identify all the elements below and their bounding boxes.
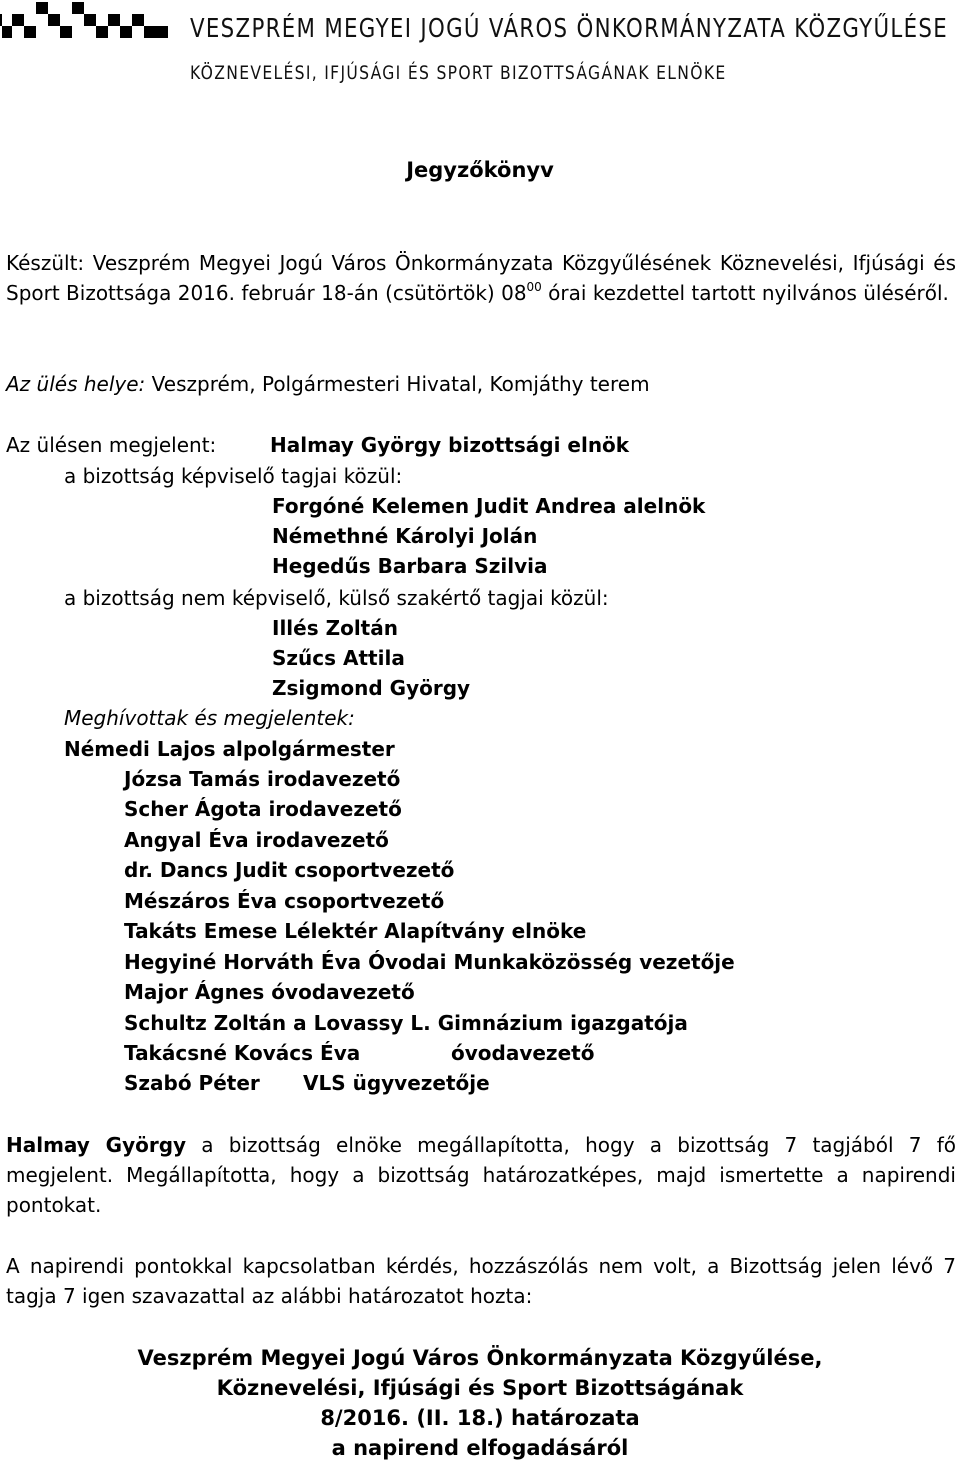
member-item: Forgóné Kelemen Judit Andrea alelnök — [272, 494, 706, 518]
header-title: VESZPRÉM MEGYEI JOGÚ VÁROS ÖNKORMÁNYZATA KÖZGYŰLÉSE — [190, 14, 948, 44]
members-label: a bizottság képviselő tagjai közül: — [64, 464, 403, 488]
invited-tab-name: Szabó Péter — [124, 1071, 260, 1095]
resolution-line-4: a napirend elfogadásáról — [331, 1436, 629, 1460]
resolution-line-1: Veszprém Megyei Jogú Város Önkormányzata Közgyűlése, — [137, 1346, 823, 1370]
quorum-text: a bizottság elnöke megállapította, hogy a bizottság 7 tagjából 7 fő megjelent. Megállapította, hogy a bizottság határozatképes, majd ismertette a napirendi pontokat. — [6, 1133, 956, 1217]
location-label: Az ülés helye: — [6, 372, 146, 396]
quorum-name: Halmay György — [6, 1133, 187, 1157]
invited-first: Némedi Lajos alpolgármester — [64, 737, 395, 761]
intro-time-superscript: 00 — [526, 280, 542, 294]
invited-item: Angyal Éva irodavezető — [124, 828, 389, 852]
invited-tab-role: óvodavezető — [451, 1041, 595, 1065]
invited-item: Major Ágnes óvodavezető — [124, 980, 415, 1004]
member-item: Hegedűs Barbara Szilvia — [272, 554, 548, 578]
external-item: Zsigmond György — [272, 676, 471, 700]
location-value: Veszprém, Polgármesteri Hivatal, Komjáthy terem — [151, 372, 650, 396]
attendance-label: Az ülésen megjelent: — [6, 433, 217, 457]
external-item: Illés Zoltán — [272, 616, 398, 640]
invited-item: Józsa Tamás irodavezető — [124, 767, 401, 791]
invited-item: Hegyiné Horváth Éva Óvodai Munkaközösség vezetője — [124, 950, 735, 974]
resolution-line-2: Köznevelési, Ifjúsági és Sport Bizottságának — [216, 1376, 744, 1400]
invited-item: Takáts Emese Lélektér Alapítvány elnöke — [124, 919, 587, 943]
city-logo — [0, 0, 180, 40]
invited-item: Scher Ágota irodavezető — [124, 797, 402, 821]
external-item: Szűcs Attila — [272, 646, 405, 670]
invited-label: Meghívottak és megjelentek: — [64, 706, 355, 730]
invited-item: Schultz Zoltán a Lovassy L. Gimnázium igazgatója — [124, 1011, 688, 1035]
vote-paragraph: A napirendi pontokkal kapcsolatban kérdés, hozzászólás nem volt, a Bizottság jelen lévő 7 tagja 7 igen szavazattal az alábbi határozatot hozta: — [6, 1254, 956, 1308]
location-line — [6, 369, 650, 399]
invited-item: dr. Dancs Judit csoportvezető — [124, 858, 455, 882]
resolution-line-3: 8/2016. (II. 18.) határozata — [320, 1406, 640, 1430]
invited-item: Mészáros Éva csoportvezető — [124, 889, 445, 913]
document-title: Jegyzőkönyv — [406, 158, 554, 182]
intro-paragraph — [6, 248, 956, 308]
invited-tab-name: Takácsné Kovács Éva — [124, 1041, 361, 1065]
invited-tab-role: VLS ügyvezetője — [303, 1071, 490, 1095]
quorum-paragraph — [6, 1130, 956, 1220]
chair-name: Halmay György bizottsági elnök — [270, 433, 630, 457]
intro-text-end: órai kezdettel tartott nyilvános üléséről. — [541, 281, 949, 305]
external-label: a bizottság nem képviselő, külső szakértő tagjai közül: — [64, 586, 609, 610]
intro-text: Készült: Veszprém Megyei Jogú Város Önkormányzata Közgyűlésének Köznevelési, Ifjúsági és Sport Bizottsága 2016. február 18-án (csütörtök) 08 — [6, 251, 956, 305]
header-subtitle: KÖZNEVELÉSI, IFJÚSÁGI ÉS SPORT BIZOTTSÁGÁNAK ELNÖKE — [190, 62, 727, 84]
member-item: Némethné Károlyi Jolán — [272, 524, 538, 548]
